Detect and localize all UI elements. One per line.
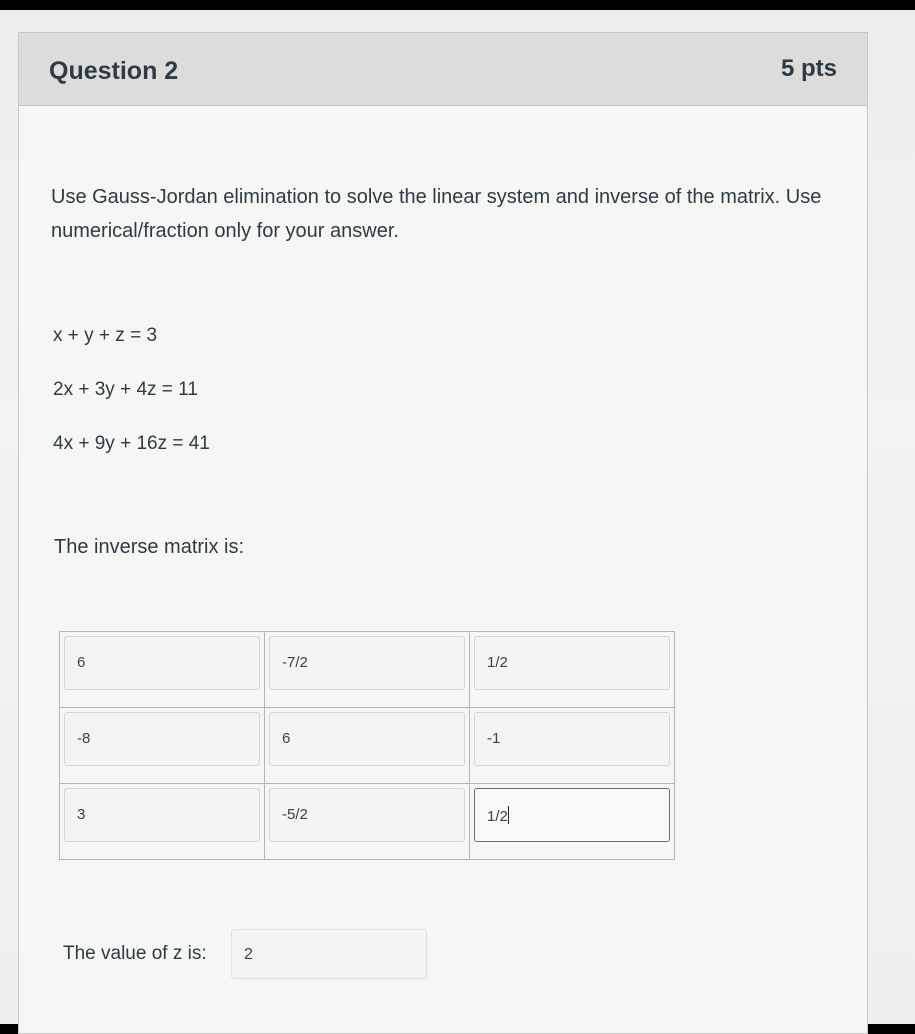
matrix-input-r2c1[interactable]: -8 [64, 712, 260, 766]
matrix-input-r1c1[interactable]: 6 [64, 636, 260, 690]
z-value-input[interactable]: 2 [231, 929, 427, 979]
matrix-input-r3c3[interactable] [474, 788, 670, 842]
question-instructions: Use Gauss-Jordan elimination to solve the linear system and inverse of the matrix. Use numerical/fraction only for your answer. [51, 186, 822, 242]
matrix-cell [265, 784, 470, 860]
matrix-cell [265, 632, 470, 708]
matrix-cell [470, 632, 675, 708]
question-points: 5 pts [780, 55, 837, 82]
matrix-input-r3c2[interactable]: -5/2 [269, 788, 465, 842]
matrix-row [60, 632, 675, 708]
matrix-input-r3c1[interactable]: 3 [64, 788, 260, 842]
inverse-matrix-label: The inverse matrix is: [54, 536, 245, 558]
text-caret [508, 806, 509, 824]
matrix-row [60, 784, 675, 860]
question-card [18, 32, 868, 1034]
matrix-cell [265, 708, 470, 784]
question-title: Question 2 [49, 57, 179, 85]
matrix-cell [470, 708, 675, 784]
matrix-row [60, 708, 675, 784]
matrix-input-r1c2[interactable]: -7/2 [269, 636, 465, 690]
matrix-input-r1c3[interactable]: 1/2 [474, 636, 670, 690]
inverse-matrix-table [59, 631, 675, 860]
equation-3: 4x + 9y + 16z = 41 [53, 433, 210, 454]
matrix-cell [470, 784, 675, 860]
matrix-input-r2c2[interactable]: 6 [269, 712, 465, 766]
matrix-cell [60, 708, 265, 784]
matrix-cell [60, 632, 265, 708]
matrix-cell [60, 784, 265, 860]
matrix-input-r3c3-value: 1/2 [487, 808, 508, 825]
matrix-input-r2c3[interactable]: -1 [474, 712, 670, 766]
z-value-label: The value of z is: [63, 943, 207, 964]
question-header [19, 33, 867, 106]
equation-1: x + y + z = 3 [53, 325, 158, 346]
screen [0, 10, 915, 1024]
equation-2: 2x + 3y + 4z = 11 [53, 379, 198, 400]
